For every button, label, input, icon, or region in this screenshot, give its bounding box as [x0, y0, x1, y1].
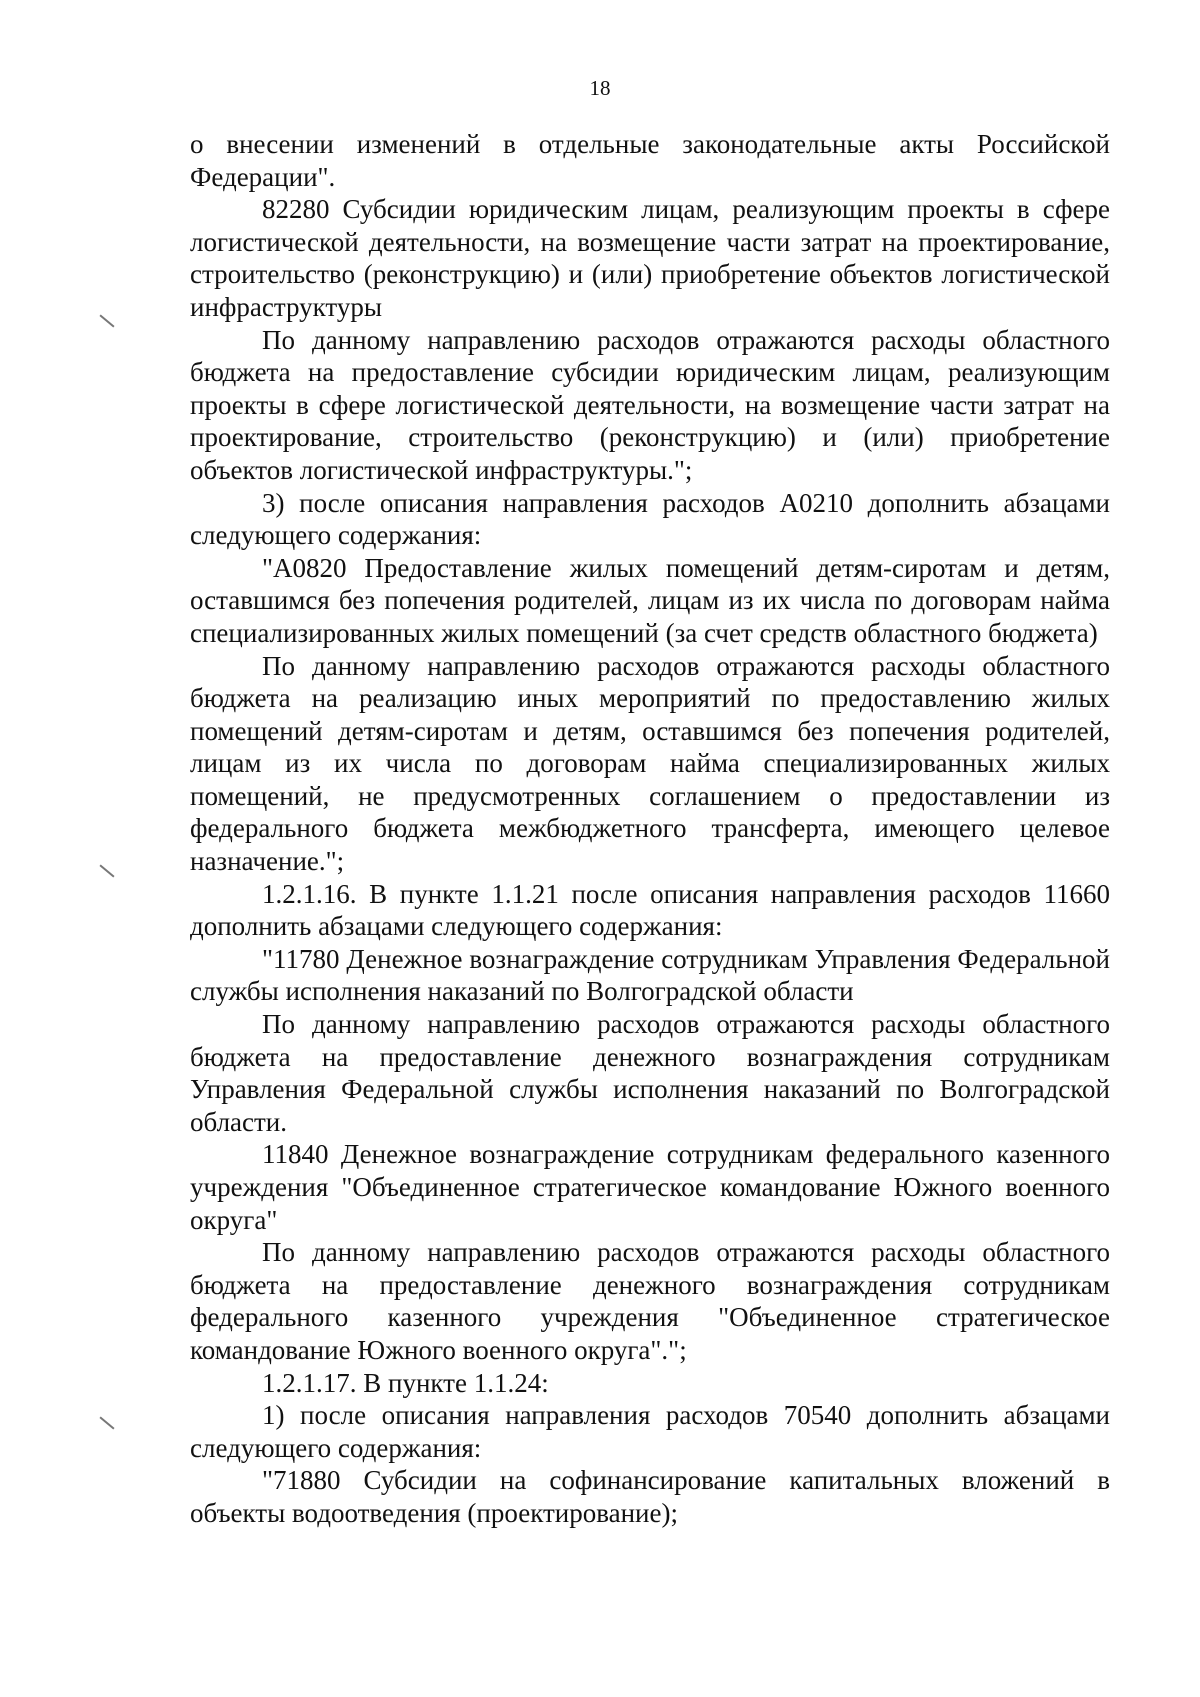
paragraph: По данному направлению расходов отражаются расходы областного бюджета на предоставление субсидии юридическим лицам, реализующим проекты в сфере логистической деятельности, на возмещение части затрат на проектирование, строительство (реконструкцию) и (или) приобретение объектов логистической инфраструктуры.";	[190, 324, 1110, 485]
paragraph: По данному направлению расходов отражаются расходы областного бюджета на предоставление денежного вознаграждения сотрудникам федерального казенного учреждения "Объединенное стратегическое командование Южного военного округа".";	[190, 1237, 1110, 1365]
paragraph: 1.2.1.17. В пункте 1.1.24:	[262, 1367, 549, 1398]
paragraph: По данному направлению расходов отражаются расходы областного бюджета на реализацию иных мероприятий по предоставлению жилых помещений детям-сиротам и детям, оставшимся без попечения родителей, лицам из их числа по договорам найма специализированных жилых помещений, не предусмотренных соглашением о предоставлении из федерального бюджета межбюджетного трансферта, имеющего целевое назначение.";	[190, 650, 1110, 877]
binding-mark	[99, 314, 114, 327]
paragraph: 82280 Субсидии юридическим лицам, реализующим проекты в сфере логистической деятельности, на возмещение части затрат на проектирование, строительство (реконструкцию) и (или) приобретение объектов логистической инфраструктуры	[190, 194, 1110, 322]
paragraph: о внесении изменений в отдельные законодательные акты Российской Федерации".	[190, 129, 1110, 192]
page-number: 18	[589, 76, 611, 100]
paragraph: "11780 Денежное вознаграждение сотрудникам Управления Федеральной службы исполнения наказаний по Волгоградской области	[190, 943, 1110, 1007]
paragraph: 11840 Денежное вознаграждение сотрудникам федерального казенного учреждения "Объединенное стратегическое командование Южного военного округа"	[190, 1139, 1110, 1235]
paragraph: 1.2.1.16. В пункте 1.1.21 после описания направления расходов 11660 дополнить абзацами следующего содержания:	[190, 878, 1110, 942]
binding-mark	[99, 1416, 114, 1429]
paragraph: "71880 Субсидии на софинансирование капитальных вложений в объекты водоотведения (проектирование);	[190, 1465, 1110, 1528]
paragraph: 3) после описания направления расходов А0210 дополнить абзацами следующего содержания:	[190, 487, 1110, 551]
paragraph: По данному направлению расходов отражаются расходы областного бюджета на предоставление денежного вознаграждения сотрудникам Управления Федеральной службы исполнения наказаний по Волгоградской области.	[190, 1009, 1110, 1137]
paragraph: "А0820 Предоставление жилых помещений детям-сиротам и детям, оставшимся без попечения родителей, лицам из их числа по договорам найма специализированных жилых помещений (за счет средств областного бюджета)	[190, 552, 1110, 648]
binding-mark	[99, 864, 114, 877]
paragraph: 1) после описания направления расходов 70540 дополнить абзацами следующего содержания:	[190, 1400, 1110, 1463]
document-body	[190, 128, 1110, 1530]
